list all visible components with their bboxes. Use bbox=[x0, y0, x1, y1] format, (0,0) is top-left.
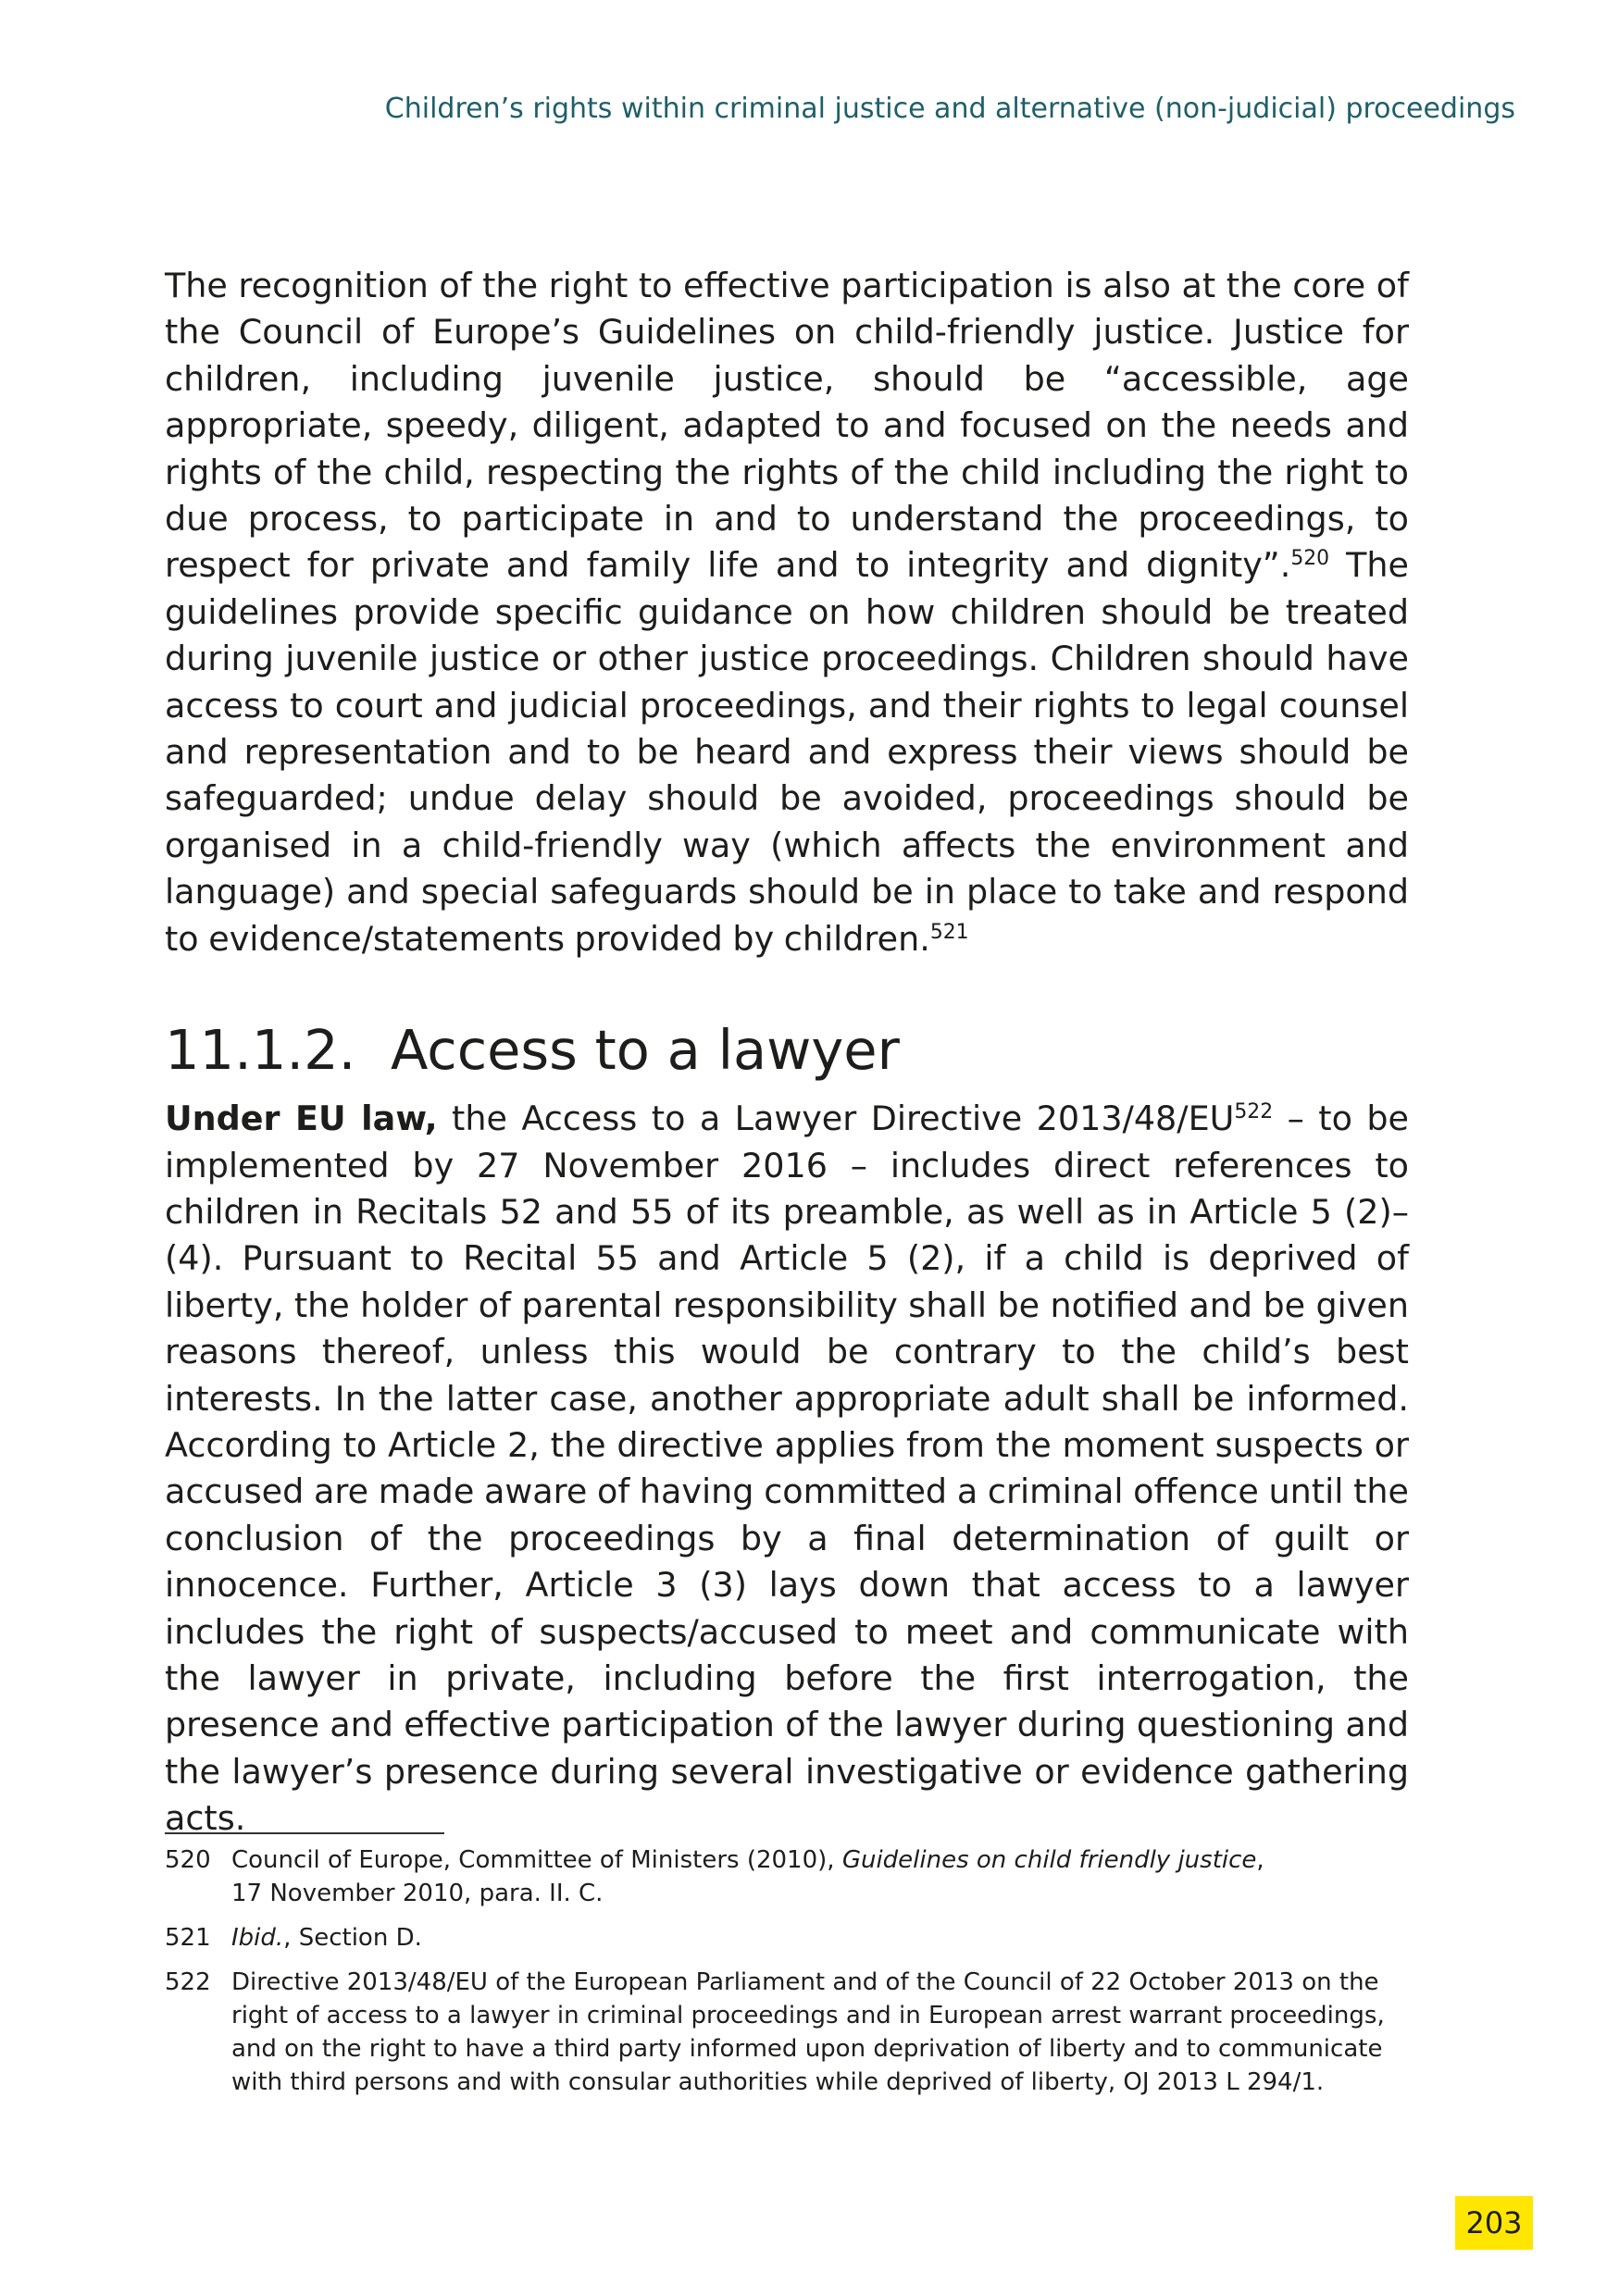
footnote-text bbox=[231, 1966, 1405, 2099]
footnote-line: 17 November 2010, para. II. C. bbox=[231, 1880, 604, 1907]
footnote-ibid-italic: Ibid. bbox=[231, 1924, 284, 1952]
footnote-522 bbox=[165, 1966, 1405, 2099]
footnote-line: with third persons and with consular authorities while deprived of liberty, OJ 2013 L 294/1. bbox=[231, 2068, 1325, 2096]
paragraph-text: The recognition of the right to effective participation is also at the core of the Council of Europe’s Guidelines on child-friendly justice. Justice for children, including juvenile justice, should be “accessible, age appropriate, speedy, diligent, adapted to and focused on the needs and rights of the child, respecting the rights of the child including the right to due process, to participate in and to understand the proceedings, to respect for private and family life and to integrity and dignity”. bbox=[165, 266, 1409, 586]
main-content bbox=[165, 263, 1409, 1843]
footnote-line bbox=[231, 1843, 1405, 1877]
paragraph-participation bbox=[165, 263, 1409, 962]
footnote-text-part: Council of Europe, Committee of Ministers (2010), bbox=[231, 1846, 842, 1874]
footnote-ref-520[interactable]: 520 bbox=[1290, 547, 1330, 571]
footnote-520 bbox=[165, 1843, 1405, 1910]
footnote-text bbox=[231, 1843, 1405, 1910]
footnote-number: 520 bbox=[165, 1846, 211, 1874]
footnotes bbox=[165, 1843, 1405, 2110]
paragraph-text: – to be implemented by 27 November 2016 – includes direct references to children in Recitals 52 and 55 of its preamble, as well as in Article 5 (2)–(4). Pursuant to Recital 55 and Article 5 (2), if a child is deprived of liberty, the holder of parental responsibility shall be notified and be given reasons thereof, unless this would be contrary to the child’s best interests. In the latter case, another appropriate adult shall be informed. According to Article 2, the directive applies from the moment suspects or accused are made aware of having committed a criminal offence until the conclusion of the proceedings by a final determination of guilt or innocence. Further, Article 3 (3) lays down that access to a lawyer includes the right of suspects/accused to meet and communicate with the lawyer in private, including before the first interrogation, the presence and effective participation of the lawyer during questioning and the lawyer’s presence during several investigative or evidence gathering acts. bbox=[165, 1098, 1410, 1839]
section-title: Access to a lawyer bbox=[390, 1018, 900, 1083]
footnote-text-part: , Section D. bbox=[283, 1924, 422, 1952]
footnote-number: 522 bbox=[165, 1968, 211, 1996]
running-header: Children’s rights within criminal justice and alternative (non-judicial) proceedings bbox=[384, 93, 1515, 125]
footnote-line: Directive 2013/48/EU of the European Parliament and of the Council of 22 October 2013 on the bbox=[231, 1968, 1379, 1996]
paragraph-lead: Under EU law, bbox=[165, 1098, 438, 1139]
footnote-ref-522[interactable]: 522 bbox=[1234, 1099, 1274, 1123]
paragraph-text: the Access to a Lawyer Directive 2013/48/EU bbox=[437, 1098, 1235, 1139]
footnote-line: right of access to a lawyer in criminal proceedings and in European arrest warrant proceedings, bbox=[231, 2002, 1385, 2029]
footnote-title-italic: Guidelines on child friendly justice bbox=[841, 1846, 1257, 1874]
paragraph-text: The guidelines provide specific guidance on how children should be treated during juvenile justice or other justice proceedings. Children should have access to court and judicial proceedings, and their rights to legal counsel and representation and to be heard and express their views should be safeguarded; undue delay should be avoided, proceedings should be organised in a child-friendly way (which affects the environment and language) and special safeguards should be in place to take and respond to evidence/statements provided by children. bbox=[165, 545, 1409, 959]
page-number: 203 bbox=[1455, 2196, 1533, 2250]
footnote-divider bbox=[165, 1832, 444, 1834]
section-heading bbox=[165, 1018, 1409, 1083]
footnote-text bbox=[231, 1921, 1405, 1955]
footnote-521 bbox=[165, 1921, 1405, 1955]
footnote-number: 521 bbox=[165, 1924, 211, 1952]
section-number: 11.1.2. bbox=[165, 1018, 356, 1083]
footnote-ref-521[interactable]: 521 bbox=[929, 920, 969, 944]
footnote-text-part: , bbox=[1256, 1846, 1264, 1874]
footnote-line: and on the right to have a third party informed upon deprivation of liberty and to communicate bbox=[231, 2035, 1383, 2063]
paragraph-eu-law bbox=[165, 1096, 1409, 1843]
